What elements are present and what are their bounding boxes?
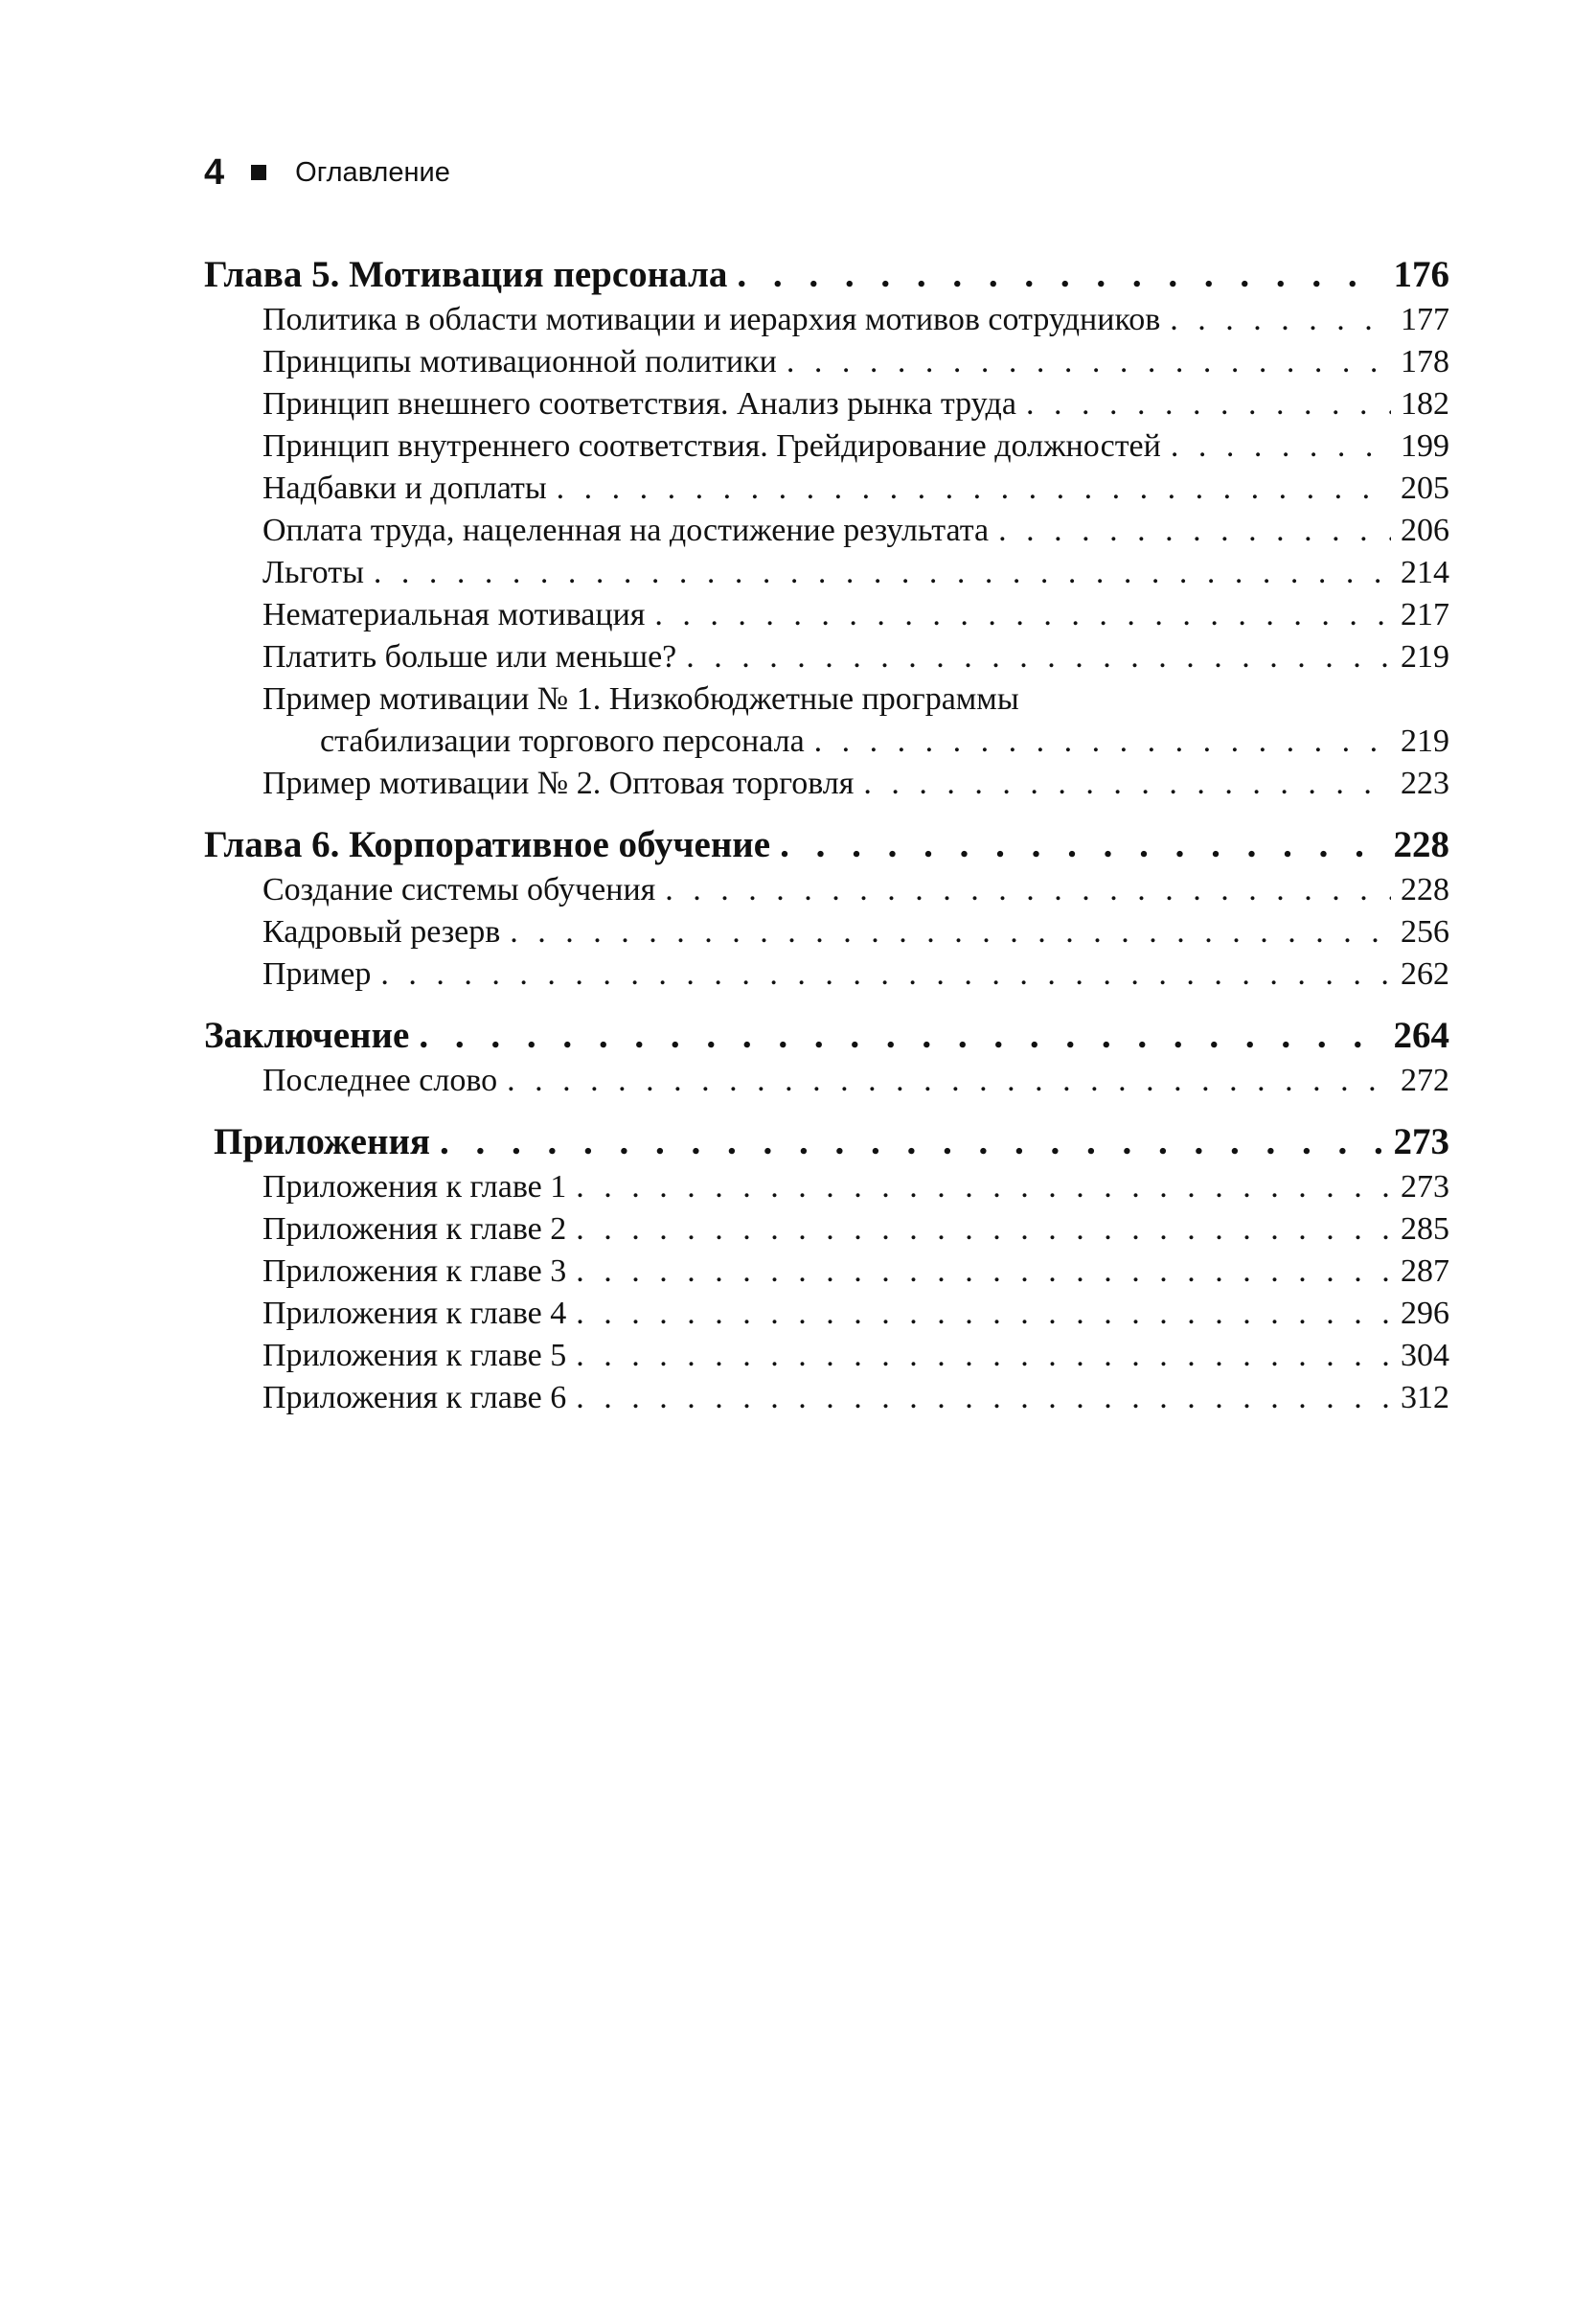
toc-entry[interactable] xyxy=(204,341,1449,383)
toc-entry-continuation[interactable] xyxy=(204,721,1449,763)
toc-page-number: 262 xyxy=(1401,956,1449,992)
toc-entry[interactable] xyxy=(204,510,1449,552)
dot-leader xyxy=(507,1060,1391,1102)
toc-entry[interactable] xyxy=(204,1060,1449,1102)
toc-chapter-title: Глава 6. Корпоративное обучение xyxy=(204,824,771,865)
dot-leader xyxy=(814,721,1391,763)
dot-leader xyxy=(665,869,1391,911)
toc-entry-title: Льготы xyxy=(262,555,364,590)
toc-entry[interactable] xyxy=(204,1293,1449,1335)
toc-page-number: 285 xyxy=(1401,1211,1449,1247)
toc-chapter-title: Глава 5. Мотивация персонала xyxy=(204,254,728,295)
square-bullet-icon xyxy=(251,165,266,180)
toc-page-number: 217 xyxy=(1401,597,1449,632)
toc-page-number: 214 xyxy=(1401,555,1449,590)
toc-entry-title: Принципы мотивационной политики xyxy=(262,344,777,379)
toc-entry[interactable] xyxy=(204,1251,1449,1293)
dot-leader xyxy=(780,821,1383,869)
toc-chapter-entry[interactable] xyxy=(204,1012,1449,1060)
dot-leader xyxy=(419,1012,1383,1060)
toc-chapter-title: Приложения xyxy=(214,1121,431,1162)
toc-chapter-entry[interactable] xyxy=(204,821,1449,869)
toc-entry-title: Создание системы обучения xyxy=(262,872,656,907)
toc-entry-title: Приложения к главе 5 xyxy=(262,1338,567,1373)
toc-page-number: 219 xyxy=(1401,639,1449,675)
table-of-contents xyxy=(204,251,1449,1419)
toc-entry[interactable] xyxy=(204,299,1449,341)
toc-entry-title: Приложения к главе 2 xyxy=(262,1211,567,1247)
toc-page-number: 256 xyxy=(1401,914,1449,950)
toc-page-number: 287 xyxy=(1401,1253,1449,1289)
toc-entry[interactable] xyxy=(204,1166,1449,1208)
toc-entry-title: Политика в области мотивации и иерархия мотивов сотрудников xyxy=(262,302,1161,337)
toc-page-number: 296 xyxy=(1401,1296,1449,1331)
dot-leader xyxy=(998,510,1391,552)
toc-page-number: 312 xyxy=(1401,1380,1449,1415)
toc-page-number: 219 xyxy=(1401,723,1449,759)
toc-entry-title: Пример xyxy=(262,956,372,992)
toc-entry-title: Принцип внутреннего соответствия. Грейдирование должностей xyxy=(262,428,1161,464)
dot-leader xyxy=(380,953,1391,996)
toc-entry[interactable] xyxy=(204,1335,1449,1377)
toc-entry[interactable] xyxy=(204,953,1449,996)
toc-entry-title: Оплата труда, нацеленная на достижение результата xyxy=(262,513,990,548)
dot-leader xyxy=(576,1377,1391,1419)
toc-entry-title: Приложения к главе 4 xyxy=(262,1296,567,1331)
dot-leader xyxy=(576,1166,1391,1208)
toc-entry-title: стабилизации торгового персонала xyxy=(320,723,805,759)
dot-leader xyxy=(576,1293,1391,1335)
toc-page-number: 228 xyxy=(1401,872,1449,907)
toc-page-number: 304 xyxy=(1401,1338,1449,1373)
dot-leader xyxy=(686,636,1391,678)
toc-entry-title: Пример мотивации № 2. Оптовая торговля xyxy=(262,766,855,801)
toc-page-number: 228 xyxy=(1393,824,1449,865)
toc-entry-title: Последнее слово xyxy=(262,1063,498,1098)
toc-section-chapter-5 xyxy=(204,251,1449,805)
dot-leader xyxy=(374,552,1391,594)
toc-entry-first-line[interactable] xyxy=(204,678,1449,721)
running-header xyxy=(204,151,450,194)
dot-leader xyxy=(576,1335,1391,1377)
dot-leader xyxy=(576,1208,1391,1251)
dot-leader xyxy=(787,341,1391,383)
toc-entry-title: Приложения к главе 1 xyxy=(262,1169,567,1205)
toc-section-chapter-6 xyxy=(204,821,1449,996)
toc-page-number: 199 xyxy=(1401,428,1449,464)
toc-page-number: 178 xyxy=(1401,344,1449,379)
toc-entry[interactable] xyxy=(204,636,1449,678)
toc-entry[interactable] xyxy=(204,552,1449,594)
toc-page-number: 272 xyxy=(1401,1063,1449,1098)
toc-entry-title: Принцип внешнего соответствия. Анализ рынка труда xyxy=(262,386,1016,422)
toc-chapter-title: Заключение xyxy=(204,1015,410,1056)
toc-entry[interactable] xyxy=(204,468,1449,510)
toc-page-number: 264 xyxy=(1393,1015,1449,1056)
toc-section-conclusion xyxy=(204,1012,1449,1102)
dot-leader xyxy=(737,251,1383,299)
toc-entry-title: Приложения к главе 6 xyxy=(262,1380,567,1415)
toc-page-number: 273 xyxy=(1393,1121,1449,1162)
dot-leader xyxy=(557,468,1391,510)
dot-leader xyxy=(654,594,1391,636)
toc-entry-title: Платить больше или меньше? xyxy=(262,639,677,675)
toc-entry[interactable] xyxy=(204,594,1449,636)
toc-entry-title: Надбавки и доплаты xyxy=(262,471,547,506)
toc-entry[interactable] xyxy=(204,911,1449,953)
page-number: 4 xyxy=(204,152,225,193)
dot-leader xyxy=(576,1251,1391,1293)
toc-page-number: 273 xyxy=(1401,1169,1449,1205)
dot-leader xyxy=(440,1118,1383,1166)
toc-page-number: 176 xyxy=(1393,254,1449,295)
toc-entry-title: Пример мотивации № 1. Низкобюджетные программы xyxy=(262,681,1019,717)
toc-entry[interactable] xyxy=(204,763,1449,805)
toc-entry[interactable] xyxy=(204,383,1449,425)
toc-entry[interactable] xyxy=(204,1208,1449,1251)
dot-leader xyxy=(863,763,1391,805)
toc-entry[interactable] xyxy=(204,869,1449,911)
toc-entry[interactable] xyxy=(204,1377,1449,1419)
toc-page-number: 182 xyxy=(1401,386,1449,422)
toc-page-number: 177 xyxy=(1401,302,1449,337)
toc-page-number: 205 xyxy=(1401,471,1449,506)
toc-chapter-entry[interactable] xyxy=(204,1118,1449,1166)
toc-entry-title: Нематериальная мотивация xyxy=(262,597,646,632)
toc-entry-title: Кадровый резерв xyxy=(262,914,501,950)
toc-page-number: 223 xyxy=(1401,766,1449,801)
toc-section-appendices xyxy=(204,1118,1449,1419)
running-header-title: Оглавление xyxy=(295,156,450,188)
dot-leader xyxy=(1026,383,1391,425)
dot-leader xyxy=(1170,299,1391,341)
toc-page-number: 206 xyxy=(1401,513,1449,548)
toc-entry-title: Приложения к главе 3 xyxy=(262,1253,567,1289)
toc-chapter-entry[interactable] xyxy=(204,251,1449,299)
dot-leader xyxy=(1171,425,1391,468)
dot-leader xyxy=(510,911,1391,953)
toc-entry[interactable] xyxy=(204,425,1449,468)
